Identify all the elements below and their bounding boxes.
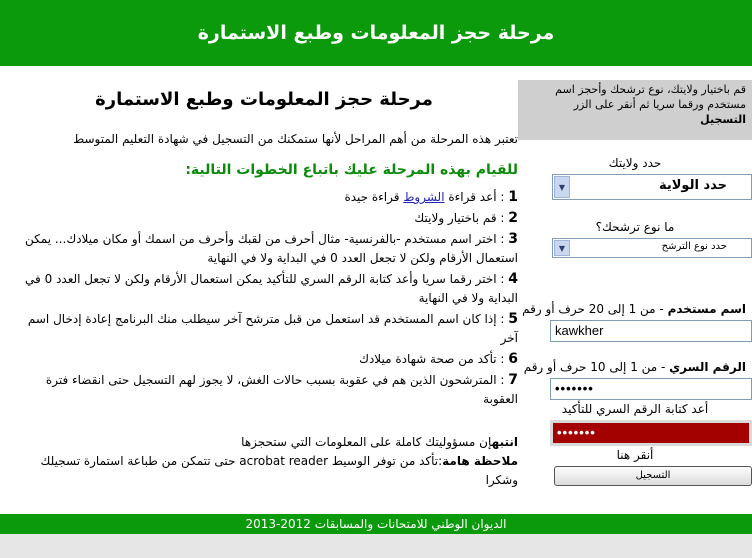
bottom-bar: [0, 534, 752, 558]
steps-title: للقيام بهذه المرحلة عليك باتباع الخطوات التالية:: [185, 162, 518, 178]
step-4: 4 : اختر رقما سريا وأعد كتابة الرقم السري للتأكيد يمكن استعمال الأرقام ولكن لا تجعل العدد 0 في البداية ولا في النهاية: [25, 271, 518, 305]
conditions-link[interactable]: الشروط: [403, 190, 445, 204]
step-5: 5 : إذا كان اسم المستخدم قد استعمل من قبل مترشح آخر سيطلب منك البرنامج إعادة إدخال اسم آخر: [27, 311, 518, 345]
content-area: [0, 66, 752, 514]
notice: انتبهإن مسؤوليتك كاملة على المعلومات التي ستحجزها: [241, 435, 518, 449]
password-input[interactable]: •••••••: [550, 378, 752, 400]
form-info-box: قم باختيار ولايتك، نوع ترشحك وأحجز اسم مستخدم ورقما سريا ثم أنقر على الزر التسجيل: [518, 80, 752, 140]
page-title: مرحلة حجز المعلومات وطبع الاستمارة: [95, 89, 433, 110]
click-here-label: أنقر هنا: [616, 448, 654, 462]
intro-text: تعتبر هذه المرحلة من أهم المراحل لأنها ستمكنك من التسجيل في شهادة التعليم المتوسط: [73, 132, 518, 146]
wilaya-select[interactable]: حدد الولاية ▼: [552, 174, 752, 200]
page-footer: [0, 514, 752, 534]
important-note: ملاحظة هامة:تأكد من توفر الوسيط acrobat reader حتى تتمكن من طباعة استمارة تسجيلك: [40, 454, 518, 468]
username-input[interactable]: kawkher: [550, 320, 752, 342]
step-7: 7 : المترشحون الذين هم في عقوبة بسبب حالات الغش، لا يجوز لهم التسجيل حتى انقضاء فترة العقوبة: [45, 372, 518, 406]
header-title: مرحلة حجز المعلومات وطبع الاستمارة: [197, 22, 555, 44]
chevron-down-icon[interactable]: ▼: [554, 176, 570, 198]
username-label: اسم مستخدم - من 1 إلى 20 حرف أو رقم: [522, 302, 746, 316]
page-header: [0, 0, 752, 66]
thanks-text: وشكرا: [485, 473, 518, 487]
step-2: 2 : قم باختيار ولايتك: [414, 210, 518, 226]
chevron-down-icon[interactable]: ▼: [554, 240, 570, 256]
confirm-password-label: أعد كتابة الرقم السري للتأكيد: [561, 402, 709, 416]
step-1: 1 : أعد قراءة الشروط قراءة جيدة: [344, 189, 518, 205]
registration-form: [518, 80, 752, 500]
step-6: 6 : تأكد من صحة شهادة ميلادك: [359, 351, 518, 367]
candidacy-type-label: ما نوع ترشحك؟: [595, 220, 675, 234]
footer-text: الديوان الوطني للامتحانات والمسابقات 2012-2013: [245, 517, 507, 531]
step-3: 3 : اختر اسم مستخدم -بالفرنسية- مثال أحرف من لقبك وأحرف من اسمك أو مكان ميلادك... يمكن استعمال الأرقام ولكن لا تجعل العدد 0 في البداية ولا في النهاية: [25, 231, 518, 265]
instructions-panel: [10, 80, 518, 490]
candidacy-type-select[interactable]: حدد نوع الترشح ▼: [552, 238, 752, 258]
register-button[interactable]: التسجيل: [554, 466, 752, 486]
confirm-password-input[interactable]: •••••••: [550, 420, 752, 446]
password-label: الرقم السري - من 1 إلى 10 حرف أو رقم: [523, 360, 746, 374]
wilaya-label: حدد ولايتك: [608, 156, 662, 170]
